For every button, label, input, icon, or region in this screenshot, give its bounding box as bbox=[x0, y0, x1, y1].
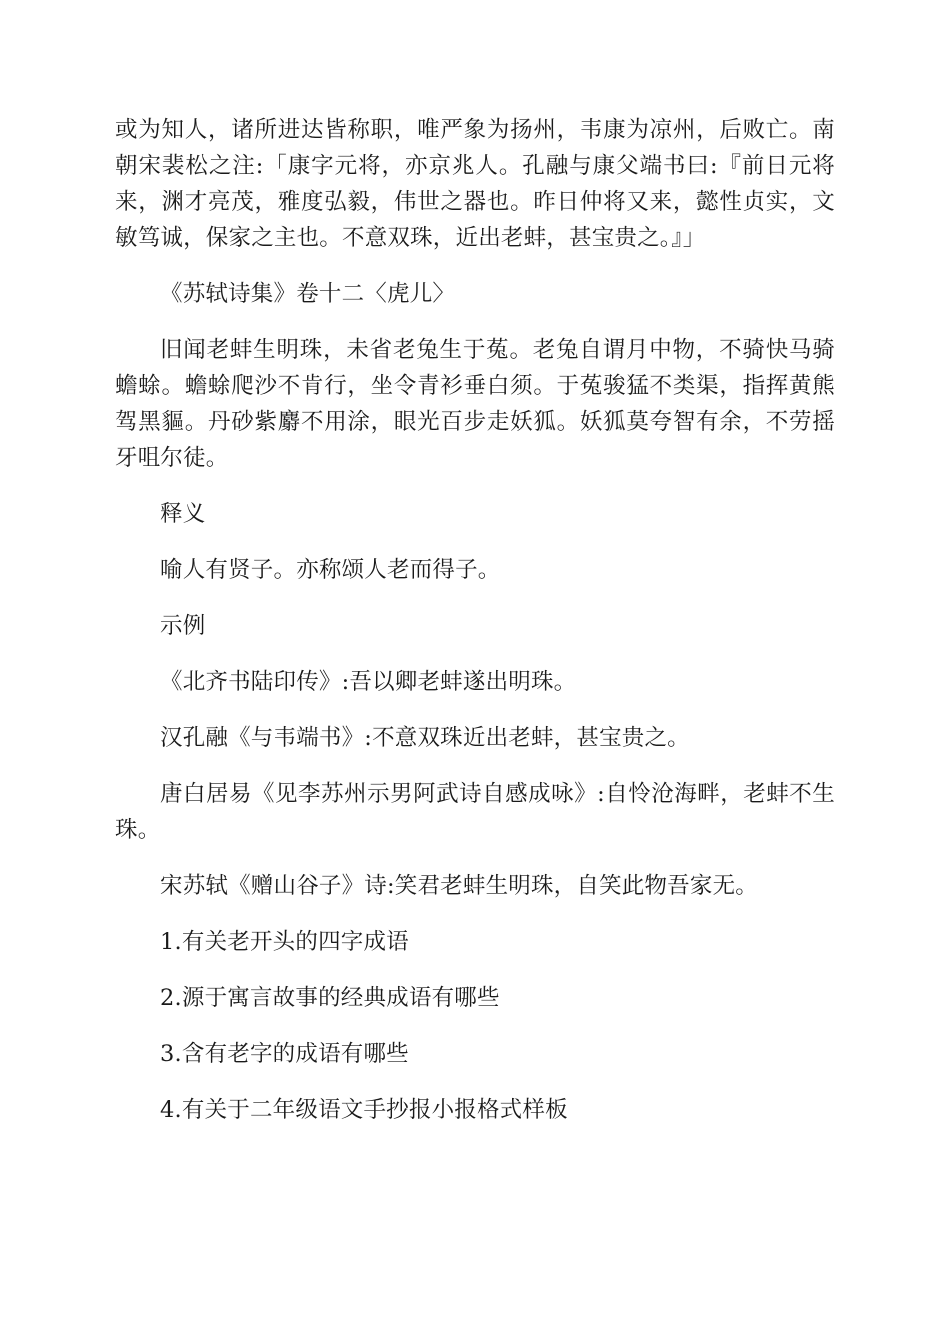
document-body bbox=[115, 112, 835, 1128]
related-link-item: 3.含有老字的成语有哪些 bbox=[160, 1041, 409, 1067]
example-item: 唐白居易《见李苏州示男阿武诗自感成咏》:自怜沧海畔，老蚌不生珠。 bbox=[115, 781, 835, 843]
heading-examples: 示例 bbox=[160, 613, 206, 639]
example-item: 宋苏轼《赠山谷子》诗:笑君老蚌生明珠，自笑此物吾家无。 bbox=[160, 873, 758, 899]
related-link-item: 4.有关于二年级语文手抄报小报格式样板 bbox=[160, 1097, 568, 1123]
paragraph-source-title: 《苏轼诗集》卷十二〈虎儿〉 bbox=[160, 281, 456, 307]
heading-meaning: 释义 bbox=[160, 501, 206, 527]
related-link-item: 2.源于寓言故事的经典成语有哪些 bbox=[160, 985, 500, 1011]
paragraph-poem: 旧闻老蚌生明珠，未省老兔生于菟。老兔自谓月中物，不骑快马骑蟾蜍。蟾蜍爬沙不肯行，坐令青衫垂白须。于菟骏猛不类渠，指挥黄熊驾黑貙。丹砂紫麝不用涂，眼光百步走妖狐。妖狐莫夸智有余，不劳摇牙咀尔徒。 bbox=[115, 337, 835, 471]
related-link-item: 1.有关老开头的四字成语 bbox=[160, 929, 409, 955]
example-item: 《北齐书陆印传》:吾以卿老蚌遂出明珠。 bbox=[160, 669, 577, 695]
paragraph-meaning: 喻人有贤子。亦称颂人老而得子。 bbox=[160, 557, 501, 583]
paragraph-continuation: 或为知人，诸所进达皆称职，唯严象为扬州，韦康为凉州，后败亡。南朝宋裴松之注:「康字元将，亦京兆人。孔融与康父端书曰:『前日元将来，渊才亮茂，雅度弘毅，伟世之器也。昨日仲将又来，懿性贞实，文敏笃诚，保家之主也。不意双珠，近出老蚌，甚宝贵之。』」 bbox=[115, 117, 835, 251]
example-item: 汉孔融《与韦端书》:不意双珠近出老蚌，甚宝贵之。 bbox=[160, 725, 690, 751]
